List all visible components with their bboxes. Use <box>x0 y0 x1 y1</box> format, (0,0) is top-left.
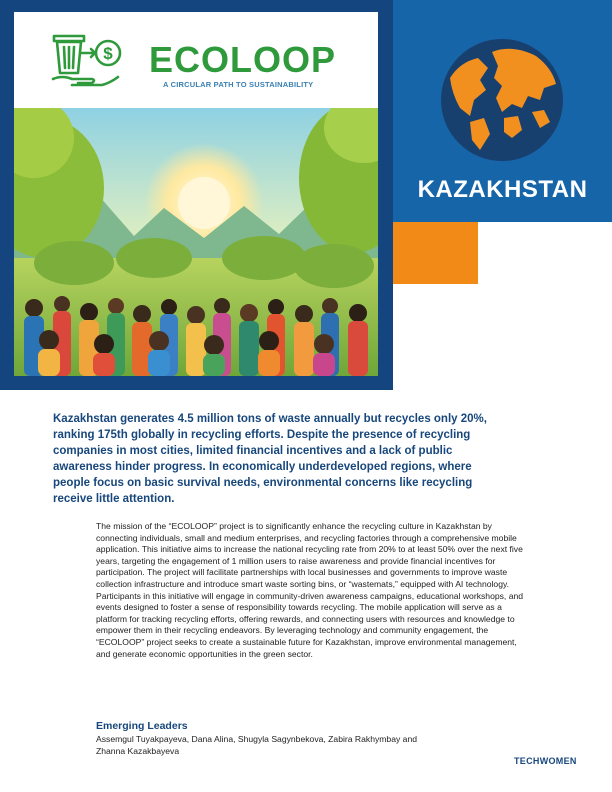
dollar-coin-icon: $ <box>103 44 113 63</box>
logo-panel <box>14 12 378 108</box>
cover-frame <box>0 0 393 390</box>
brand-title: ECOLOOP <box>149 39 337 80</box>
orange-accent-block <box>393 222 478 284</box>
globe-icon <box>440 38 564 167</box>
leaders-names: Assemgul Tuyakpayeva, Dana Alina, Shugyla Sagynbekova, Zabira Rakhymbay and Zhanna Kazakbayeva <box>96 734 418 756</box>
crowd-illustration <box>14 108 378 376</box>
country-panel <box>393 0 612 222</box>
leaders-heading: Emerging Leaders <box>96 720 188 732</box>
country-name: KAZAKHSTAN <box>417 176 588 203</box>
brand-tagline: A CIRCULAR PATH TO SUSTAINABILITY <box>163 80 314 89</box>
techwomen-logo: TECHWOMEN <box>514 756 577 766</box>
lead-paragraph: Kazakhstan generates 4.5 million tons of waste annually but recycles only 20%, ranking 175th globally in recycling efforts. Despite the presence of recycling companies in most cities, limited financial incentives and a lack of public awareness hinder progress. In economically underdeveloped regions, where people focus on basic survival needs, environmental concerns like recycling receive little attention. <box>53 413 487 505</box>
mission-paragraph: The mission of the “ECOLOOP” project is to significantly enhance the recycling culture in Kazakhstan by connecting individuals, small and medium enterprises, and recycling factories through a comprehensive mobile application. This initiative aims to increase the national recycling rate from 20% to at least 50% over the next five years, targeting the engagement of 1 million users to raise awareness and provide financial incentives for participation. The project will facilitate partnerships with local businesses and governments to improve waste collection infrastructure and introduce smart waste sorting bins, or “wastemats,” equipped with AI technology. Participants in this initiative will engage in community-driven awareness campaigns, educational workshops, and events designed to foster a sense of responsibility towards recycling. The mobile application will serve as a platform for tracking recycling efforts, offering rewards, and connecting users with resources and knowledge to empower them in their recycling endeavors. By leveraging technology and community engagement, the “ECOLOOP” project seeks to create a sustainable future for Kazakhstan, improve environmental management, and generate economic opportunities in the green sector. <box>96 521 524 659</box>
recycle-bin-icon <box>50 33 128 98</box>
